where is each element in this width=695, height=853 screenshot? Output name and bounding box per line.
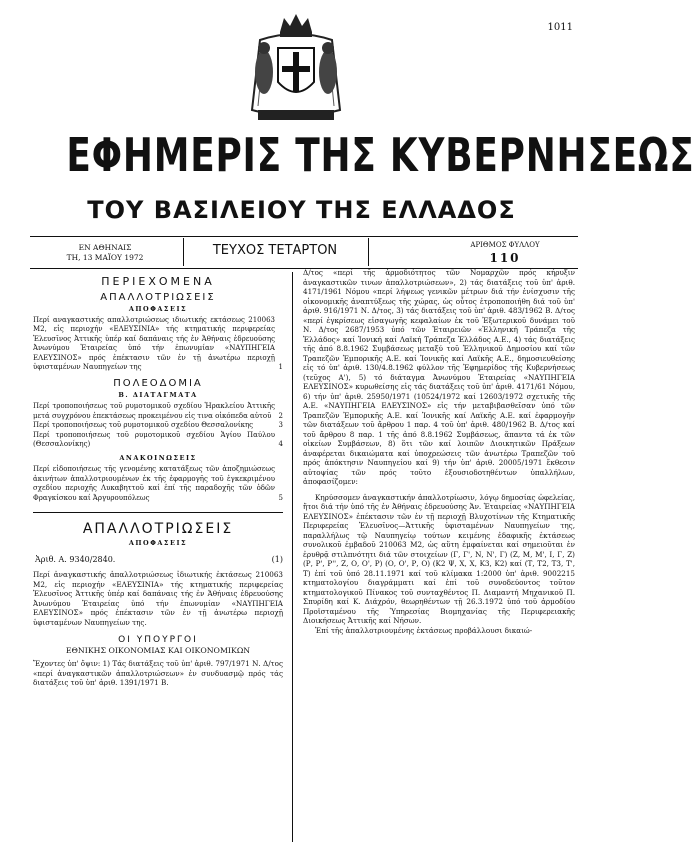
- continuation-text: Ἐπί τῆς ἀπαλλοτριουμένης ἐκτάσεως προβάλλουσι δικαιώ-: [315, 625, 533, 635]
- header-top-rule: [30, 236, 578, 237]
- toc-section-heading: ΠΟΛΕΟΔΟΜΙΑ: [113, 378, 203, 390]
- toc-item-page: 1: [278, 363, 283, 372]
- header-divider-right: [368, 238, 369, 266]
- toc-item-page: 3: [278, 421, 283, 430]
- ministry-name: ΕΘΝΙΚΗΣ ΟΙΚΟΝΟΜΙΑΣ ΚΑΙ ΟΙΚΟΝΟΜΙΚΩΝ: [65, 646, 251, 656]
- gazette-title: ΕΦΗΜΕΡΙΣ ΤΗΣ ΚΥΒΕΡΝΗΣΕΩΣ: [66, 128, 695, 182]
- decision-number: (1): [271, 555, 283, 565]
- page-number: 1011: [547, 22, 573, 33]
- preamble-continued-text: Δ/τος «περί τῆς ἁρμοδιότητος τῶν Νομαρχῶν πρός κήρυξιν ἀναγκαστικῶν τινων ἀπαλλοτριώσεων», 2) τάς διατάξεις τοῦ ὑπ' ἀριθ. 4171/1961 Νόμου «περί λήψεως γενικῶν μέτρων διά τήν ἐνίσχυσιν τῆς οἰκονομικῆς ἀναπτύξεως τῆς χώρας, ὡς οὗτος ἐτροποποιήθη διά τοῦ ὑπ' ἀριθ. 916/1971 Ν. Δ/τος, 3) τάς διατάξεις τοῦ ὑπ' ἀριθ. 483/1962 Β. Δ/τος «περί ἐγκρίσεως εἰσαγωγῆς κεφαλαίων ἐκ τοῦ Ἐξωτερικοῦ δυνάμει τοῦ Ν. Δ/τος 2687/1953 ὑπό τῶν Ἑταιρειῶν «Ἑλληνική Τράπεζα τῆς Ἑλλάδος» καί Ἰονική καί Λαϊκή Τράπεζα Ἑλλάδος Α.Ε., 4) τάς διατάξεις τῆς ἀπό 8.8.1962 Συμβάσεως μεταξύ τοῦ Ἑλληνικοῦ Δημοσίου καί τῶν Τραπεζῶν Ἐμπορικῆς Α.Ε. καί Ἰονικῆς καί Λαϊκῆς Α.Ε., δημοσιευθείσης εἰς τό ὑπ' ἀριθ. 130/4.8.1962 φύλλον τῆς Ἐφημερίδος τῆς Κυβερνήσεως (τεῦχος Α'), 5) τό διάταγμα Ἀνωνύμου Ἑταιρείας «ΝΑΥΠΗΓΕΙΑ ΕΛΕΥΣΙΝΟΣ» κυρωθείσης εἰς τάς διατάξεις τοῦ ὑπ' ἀριθ. 4171/61 Νόμου, 6) τήν ὑπ' ἀριθ. 25950/1971 (10524/1972 καί 12603/1972 σχετικῆς τῆς Α.Ε. «ΝΑΥΠΗΓΕΙΑ ΕΛΕΥΣΙΝΟΣ» εἰς τήν μεταβιβασθεῖσαν ὑπό τῶν Τραπεζῶν Ἐμπορικῆς Α.Ε. καί Ἰονικῆς καί Λαϊκῆς Α.Ε. καί ἐφαρμογῆν τῶν διατάξεων τοῦ ἄρθρου 1 παρ. 4 τοῦ ὑπ' ἀριθ. 480/1962 Β. Δ/τος καί τοῦ ἄρθρου 8 παρ. 1 τῆς ἀπό 8.8.1962 Συμβάσεως, ἅπαντα τά ἐκ τῶν οἰκείων Συμβάσεων, 8) ὅτι τῶν καί λοιπῶν Διοικητικῶν Πράξεων ἀναφέρεται δικαιώματα καί ὑποχρεώσεις τῶν ἀνωτέρω Τραπεζῶν τοῦ πρός ἀπόκτησιν Ναυπηγείου καί 9) τήν ὑπ' ἀριθ. 20005/1971 ἔκθεσιν αὐτοψίας τῶν πρός τοῦτο ἐξουσιοδοτηθέντων ὑπαλλήλων, ἀποφασίζομεν:: [303, 268, 575, 486]
- declaration-text: Κηρύσσομεν ἀναγκαστικήν ἀπαλλοτρίωσιν, λόγῳ δημοσίας ὠφελείας, ἤτοι διά τήν ὑπό τῆς ἐν Ἀθήναις ἑδρευούσης Ἀν. Ἑταιρείας «ΝΑΥΠΗΓΕΙΑ ΕΛΕΥΣΙΝΟΣ» ἐπέκτασιν τῶν ἐν τῇ περιοχῇ Βλυχοτίνων τῆς Κτηματικῆς Περιφερείας Ἐλευσῖνος—Ἀττικῆς ὑφισταμένων Ναυπηγείων της, παραλλήλως τῷ Ναυπηγείῳ τούτων κειμένης ἐδαφικῆς ἐκτάσεως συνολικοῦ ἐμβαδοῦ 210063 Μ2, ὡς αὕτη ἐμφαίνεται καί σημειοῦται ἐν ἐρυθρᾷ στιλπνότητι διά τῶν στοιχείων (Γ, Γ', Ν, Ν', Γ) (Ζ, Μ, Μ', Ι, Γ, Ζ) (Ρ, Ρ', Ρ'', Ζ, Ο, Ο', Ρ) (Ο, Ο', Ρ, Ο) (Κ2 Ψ, Χ, Χ, Κ3, Κ2) καί (Τ, Τ2, Τ3, Τ', Τ) ἐπί τοῦ ὑπό 28.11.1971 καί τοῦ κλίμακα 1:2000 ὑπ' ἀριθ. 9002215 κτηματολογίου διαγράμματι καί ἐπί τοῦ συνοδεύοντος τοῦτον κτηματολογικοῦ Πίνακος τοῦ συνταχθέντος Π. Διαμαντή Μηχανικοῦ Π. Σπυρίδη καί Κ. Διάχρόν, θεωρηθέντων τῇ 26.3.1972 ὑπό τοῦ ἁρμοδίου Προϊσταμένου τῆς Ὑπηρεσίας Βιομηχανίας τῆς Περιφερειακῆς Διοικήσεως Ἀττικῆς καί Νήσων.: [303, 492, 575, 625]
- toc-item-text: Περί τροποποιήσεως τοῦ ρυμοτομικοῦ σχεδίου Ἡρακλείου Ἀττικῆς μετά συγχρόνου ἐπεκτάσεως προκειμένου εἰς τινα οἰκόπεδα αὐτοῦ: [33, 402, 275, 420]
- toc-item-page: 2: [278, 411, 283, 420]
- toc-section-subheading: ΑΝΑΚΟΙΝΩΣΕΙΣ: [119, 454, 197, 463]
- toc-item-text: Περί τροποποιήσεως τοῦ ρυμοτομικοῦ σχεδίου Ἁγίου Παύλου (Θεσσαλονίκης): [33, 430, 275, 449]
- issue-type: ΤΕΥΧΟΣ ΤΕΤΑΡΤΟΝ: [212, 243, 338, 258]
- sheet-label: ΑΡΙΘΜΟΣ ΦΥΛΛΟΥ: [470, 241, 540, 249]
- sheet-number: 110: [489, 251, 521, 265]
- main-heading: ΑΠΑΛΛΟΤΡΙΩΣΕΙΣ: [82, 521, 234, 538]
- preamble-text: Ἔχοντες ὑπ' ὄψιν: 1) Τάς διατάξεις τοῦ ὑπ' ἀριθ. 797/1971 Ν. Δ/τος «περί ἀναγκαστικῶν ἀπαλλοτριώσεων» ἐν συνδυασμῷ πρός τάς διατάξεις τοῦ ὑπ' ἀριθ. 1391/1971 Β.: [33, 659, 283, 688]
- toc-section-subheading: ΑΠΟΦΑΣΕΙΣ: [128, 305, 188, 313]
- column-divider: [292, 272, 293, 842]
- header-divider-left: [183, 238, 184, 266]
- decision-reference: Ἀριθ. Α. 9340/2840.: [35, 555, 116, 565]
- gazette-subtitle: ΤΟΥ ΒΑΣΙΛΕΙΟΥ ΤΗΣ ΕΛΛΑΔΟΣ: [87, 196, 516, 224]
- toc-section-heading: ΑΠΑΛΛΟΤΡΙΩΣΕΙΣ: [100, 292, 216, 303]
- toc-title: ΠΕΡΙΕΧΟΜΕΝΑ: [101, 275, 215, 288]
- sheet-info: [430, 241, 580, 265]
- section-rule: [33, 512, 283, 513]
- toc-item: [33, 421, 283, 430]
- decision-summary: Περί ἀναγκαστικής ἀπαλλοτριώσεως ἰδιωτικής ἐκτάσεως 210063 Μ2, εἰς περιοχήν «ΕΛΕΥΣΙΝΙΑ» τής κτηματικής περιφερείας Ἐλευσῖνος Ἀττικῆς ὑπέρ καί δαπάναις τής ἐν Ἀθήναις ἑδρευούσης Ἀνωνύμου Ἑταιρείας ὑπό τήν ἐπωνυμίαν «ΝΑΥΠΗΓΕΙΑ ΕΛΕΥΣΙΝΟΣ» πρός ἐπέκτασιν τῶν ἐν τῇ ἀνωτέρω περιοχῇ ὑφισταμένων Ναυπηγείων της.: [33, 570, 283, 627]
- left-column: [33, 275, 283, 688]
- toc-item: [33, 316, 283, 372]
- toc-item-page: 5: [278, 493, 283, 502]
- toc-item-page: 4: [278, 440, 283, 449]
- issue-place-date: [30, 243, 180, 263]
- ministers-title: ΟΙ ΥΠΟΥΡΓΟΙ: [118, 635, 198, 646]
- toc-item-text: Περί αναγκαστικής απαλλοτριώσεως ιδιωτικής εκτάσεως 210063 Μ2, εἰς περιοχήν «ΕΛΕΥΣΙΝΙΑ» τής κτηματικής περιφερείας Ἐλευσῖνος Ἀττικῆς ὑπέρ καί δαπάναις τής ἐν Ἀθήναις ἑδρευούσης Ἀνωνύμου Ἑταιρείας ὑπό τήν ἐπωνυμίαν «ΝΑΥΠΗΓΕΙΑ ΕΛΕΥΣΙΝΟΣ» πρός ἐπέκτασιν τῶν ἐν τῇ ἀνωτέρω περιοχῇ ὑφισταμένων Ναυπηγείων της: [33, 316, 275, 372]
- toc-section-subheading: Β. ΔΙΑΤΑΓΜΑΤΑ: [118, 391, 198, 400]
- issue-place: ΕΝ ΑΘΗΝΑΙΣ: [78, 243, 132, 252]
- toc-item: [33, 431, 283, 450]
- main-subheading: ΑΠΟΦΑΣΕΙΣ: [128, 539, 188, 548]
- right-column: [303, 268, 575, 635]
- toc-item-text: Περί τροποποιήσεως τοῦ ρυμοτομικοῦ σχεδίου Θεσσαλονίκης: [33, 421, 254, 430]
- royal-coat-of-arms-icon: [240, 10, 352, 128]
- toc-item-text: Περί εἰδοποιήσεως τῆς γενομένης κατατάξεως τῶν ἀποζημιώσεως ἀκινήτων ἀπαλλοτριουμένων ἐκ τῆς ἐφαρμογῆς τοῦ ἐγκεκριμένου σχεδίου περιοχῆς Λυκαβηττοῦ καί ἐπί τῆς παραδοχῆς τῶν ὁδῶν Φραγκίσκου καί Ἀργυρουπόλεως: [33, 465, 275, 502]
- toc-item: [33, 402, 283, 421]
- decision-reference-row: [33, 555, 283, 564]
- issue-date: ΤΗ, 13 ΜΑΪΟΥ 1972: [66, 253, 144, 262]
- toc-item: [33, 465, 283, 503]
